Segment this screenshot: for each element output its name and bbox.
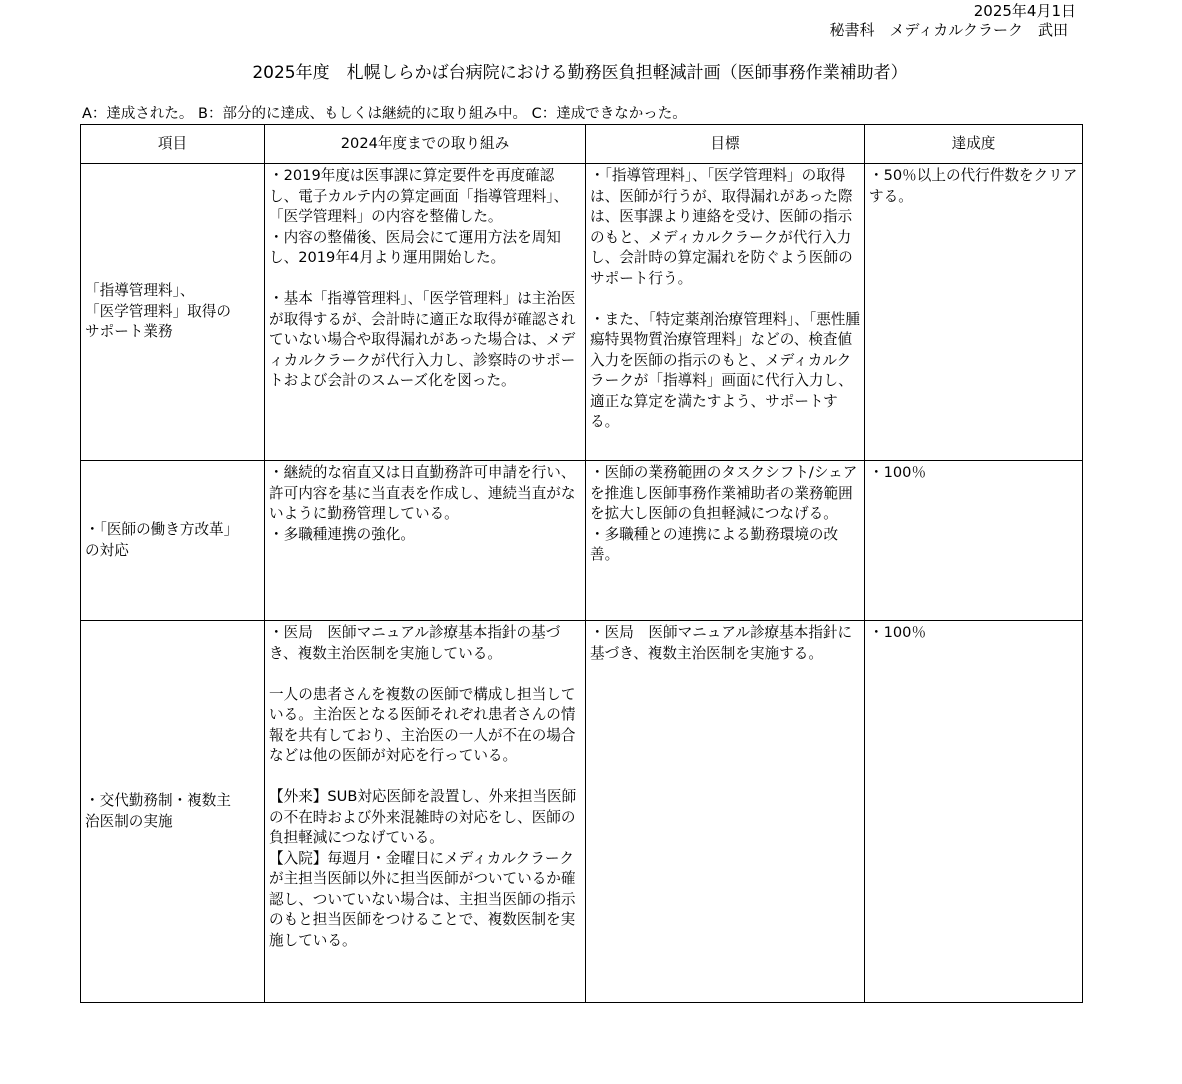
achievement-cell: ・50％以上の代行件数をクリアする。 [865,164,1083,461]
efforts-cell: ・2019年度は医事課に算定要件を再度確認し、電子カルテ内の算定画面「指導管理料」、「医学管理料」の内容を整備した。 ・内容の整備後、医局会にて運用方法を周知し、2019年4月より運用開始した。 ・基本「指導管理料」、「医学管理料」は主治医が取得するが、会計時に適正な取得が確認されていない場合や取得漏れがあった場合は、メディカルクラークが代行入力し、診察時のサポートおよび会計のスムーズ化を図った。 [265,164,586,461]
achievement-cell: ・100％ [865,461,1083,621]
efforts-cell: ・継続的な宿直又は日直勤務許可申請を行い、許可内容を基に当直表を作成し、連続当直がないように勤務管理している。 ・多職種連携の強化。 [265,461,586,621]
item-cell: ・「医師の働き方改革」 の対応 [81,461,265,621]
item-cell: ・交代勤務制・複数主 治医制の実施 [81,621,265,1003]
document-author: 秘書科 メディカルクラーク 武田 [829,21,1068,39]
plan-table [80,124,1083,1003]
document-title: 2025年度 札幌しらかば台病院における勤務医負担軽減計画（医師事務作業補助者） [252,63,908,83]
goal-cell: ・医局 医師マニュアル診療基本指針に基づき、複数主治医制を実施する。 [586,621,865,1003]
achievement-legend: A：達成された。 B：部分的に達成、もしくは継続的に取り組み中。 C：達成できなかった。 [82,106,687,122]
column-header-efforts: 2024年度までの取り組み [265,125,586,164]
table-row [81,164,1083,461]
efforts-cell: ・医局 医師マニュアル診療基本指針の基づき、複数主治医制を実施している。 一人の患者さんを複数の医師で構成し担当している。主治医となる医師それぞれ患者さんの情報を共有しており、主治医の一人が不在の場合などは他の医師が対応を行っている。 【外来】SUB対応医師を設置し、外来担当医師の不在時および外来混雑時の対応をし、医師の負担軽減につなげている。 【入院】毎週月・金曜日にメディカルクラークが主担当医師以外に担当医師がついているか確認し、ついていない場合は、主担当医師の指示のもと担当医師をつけることで、複数医制を実施している。 [265,621,586,1003]
column-header-goal: 目標 [586,125,865,164]
table-row [81,461,1083,621]
column-header-item: 項目 [81,125,265,164]
achievement-cell: ・100％ [865,621,1083,1003]
goal-cell: ・「指導管理料」、「医学管理料」の取得は、医師が行うが、取得漏れがあった際は、医事課より連絡を受け、医師の指示のもと、メディカルクラークが代行入力し、会計時の算定漏れを防ぐよう医師のサポート行う。 ・また、「特定薬剤治療管理料」、「悪性腫瘍特異物質治療管理料」などの、検査値入力を医師の指示のもと、メディカルクラークが「指導料」画面に代行入力し、適正な算定を満たすよう、サポートする。 [586,164,865,461]
goal-cell: ・医師の業務範囲のタスクシフト/シェアを推進し医師事務作業補助者の業務範囲を拡大し医師の負担軽減につなげる。 ・多職種との連携による勤務環境の改善。 [586,461,865,621]
column-header-achievement: 達成度 [865,125,1083,164]
document-date: 2025年4月1日 [973,2,1076,20]
table-row [81,621,1083,1003]
table-header-row [81,125,1083,164]
item-cell: 「指導管理料」、 「医学管理料」取得の サポート業務 [81,164,265,461]
